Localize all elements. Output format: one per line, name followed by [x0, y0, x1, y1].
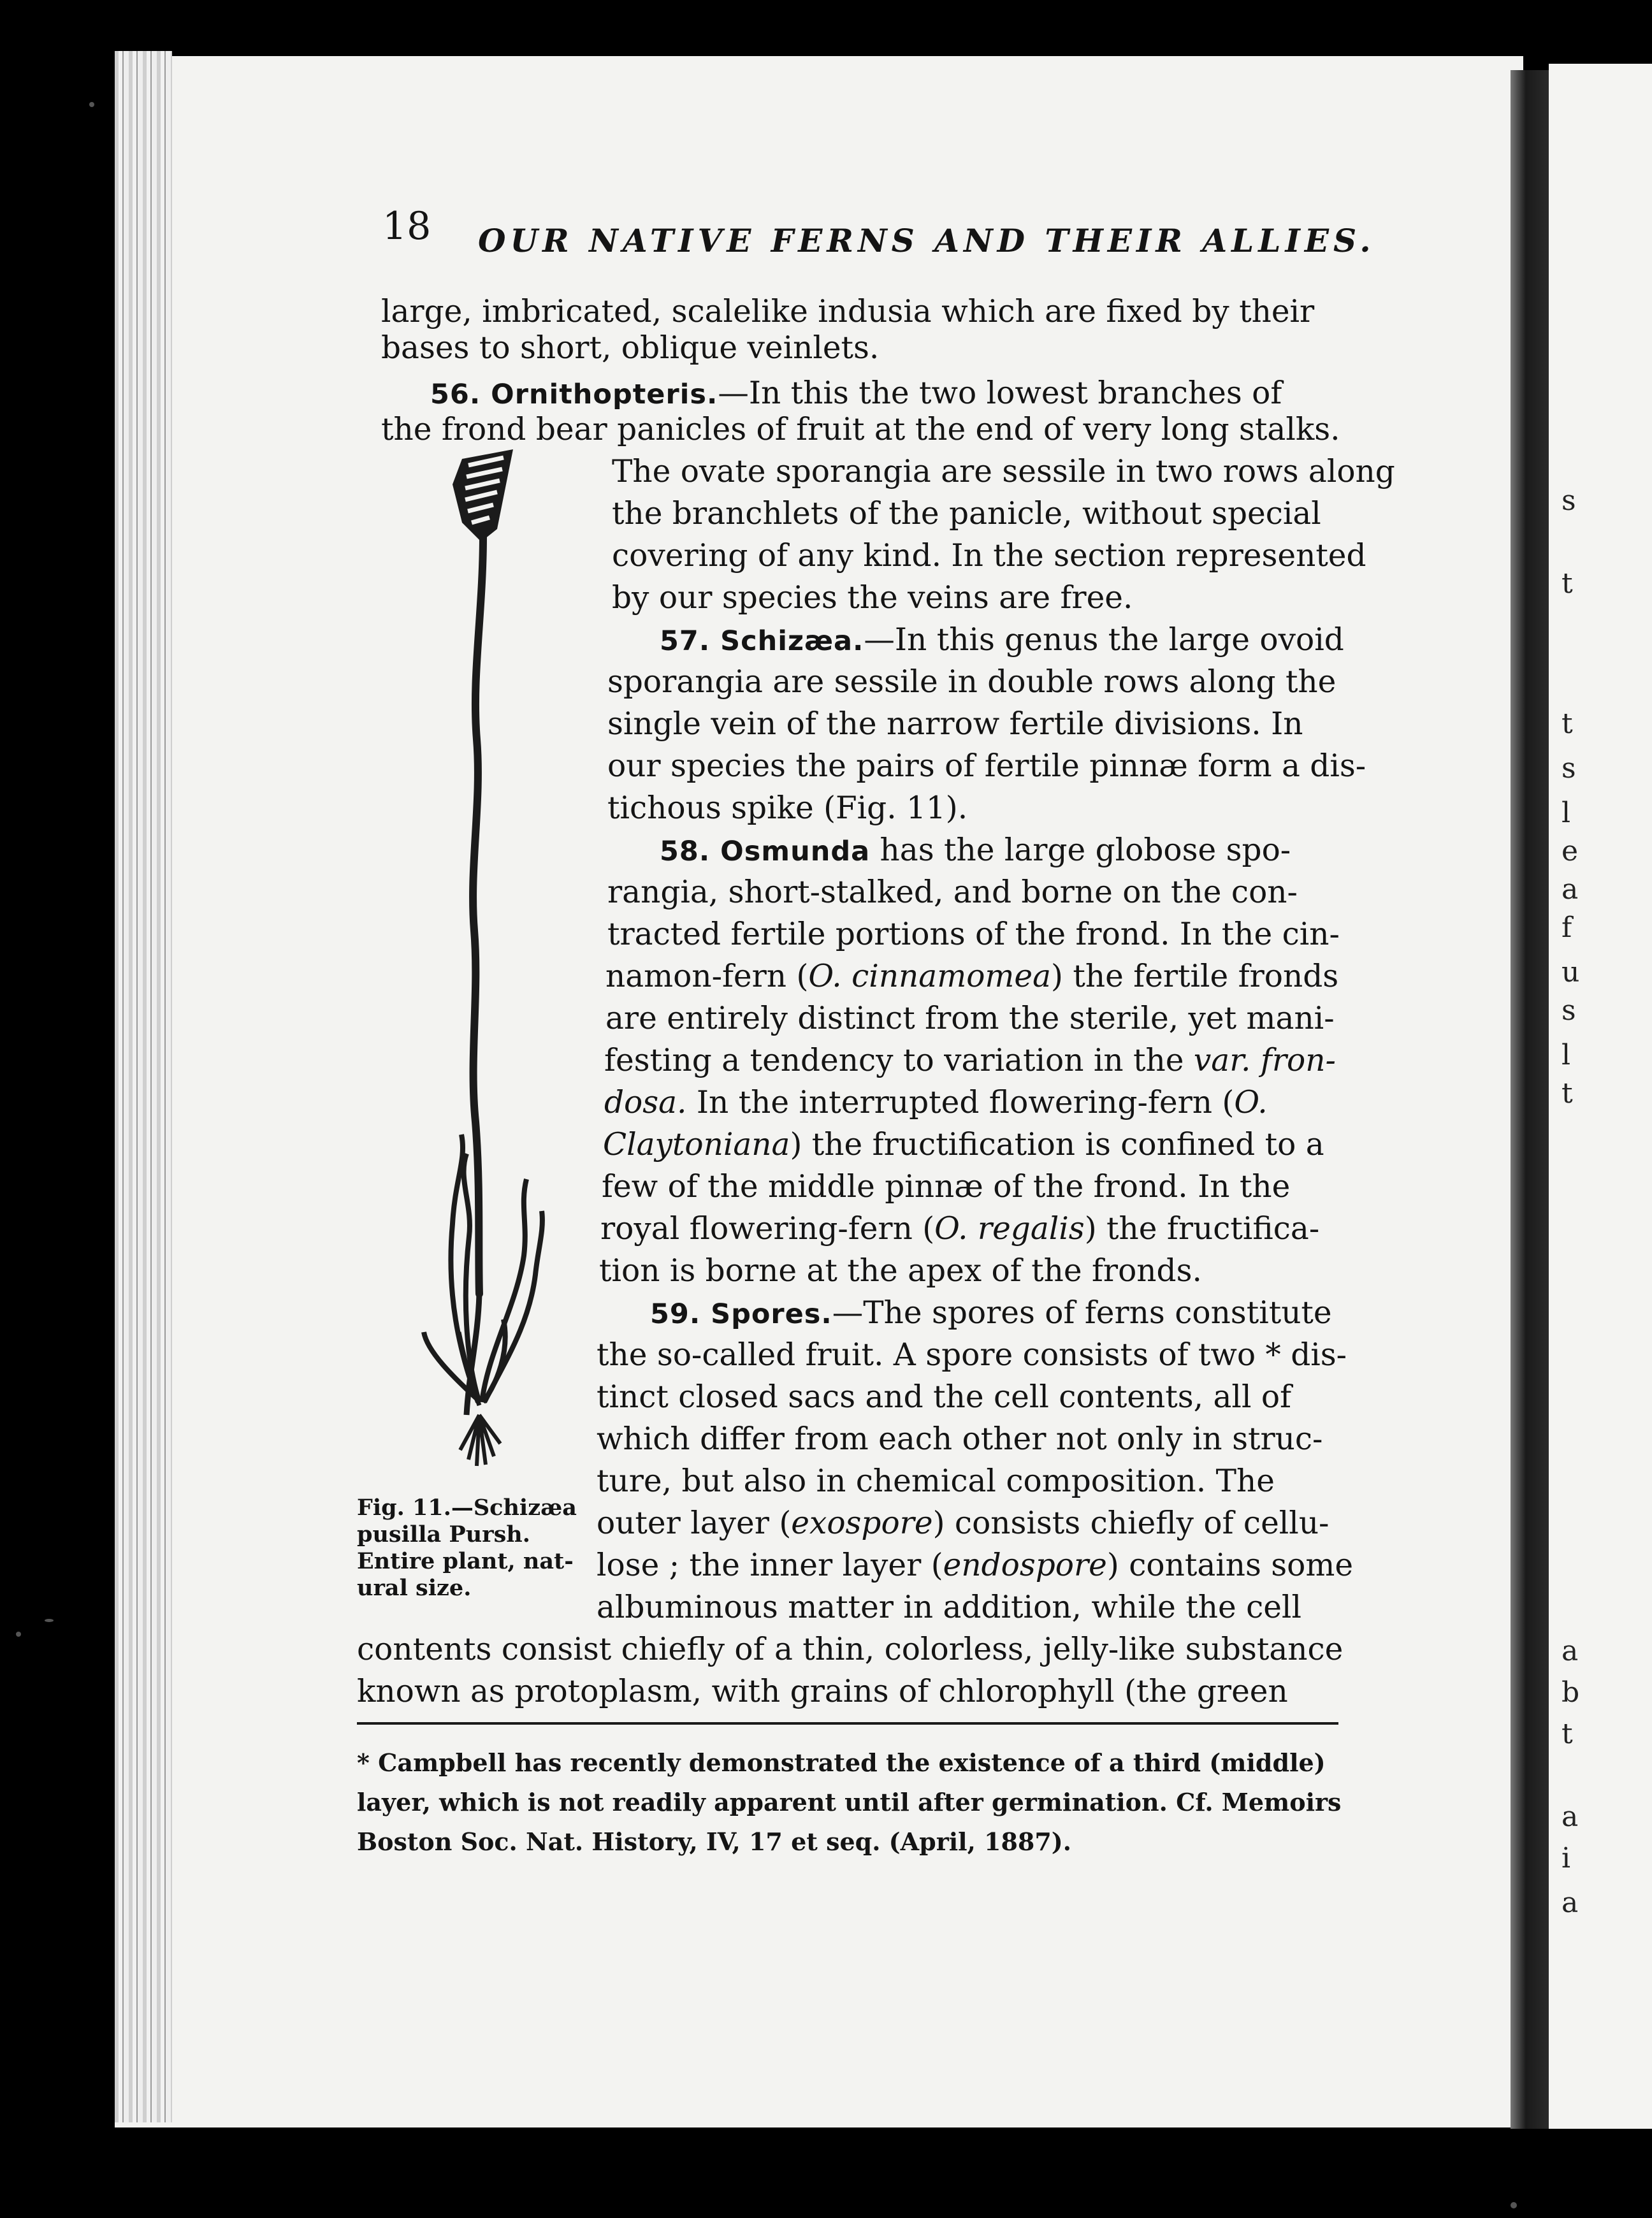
adjacent-page-fragment: b: [1561, 1676, 1580, 1709]
body-line: single vein of the narrow fertile divisions. In: [607, 706, 1303, 742]
body-line: which differ from each other not only in struc-: [597, 1421, 1323, 1457]
adjacent-page-fragment: a: [1561, 1635, 1579, 1667]
adjacent-page-fragment: f: [1561, 911, 1572, 944]
section-heading-56: 56. Ornithopteris.: [430, 379, 718, 410]
body-line: namon-fern (O. cinnamomea) the fertile fronds: [605, 959, 1339, 994]
body-line: 59. Spores.—The spores of ferns constitute: [650, 1295, 1332, 1331]
body-line: sporangia are sessile in double rows along the: [607, 664, 1337, 700]
body-line: contents consist chiefly of a thin, colorless, jelly-like substance: [357, 1632, 1344, 1667]
body-line: covering of any kind. In the section represented: [612, 538, 1366, 574]
adjacent-page-fragment: s: [1561, 994, 1576, 1027]
body-line: 56. Ornithopteris.—In this the two lowest branches of: [430, 375, 1282, 411]
adjacent-page-fragment: l: [1561, 797, 1571, 829]
body-line: 58. Osmunda has the large globose spo-: [660, 832, 1291, 868]
body-line: dosa. In the interrupted flowering-fern (O.: [604, 1085, 1268, 1120]
schizaea-pusilla-plant-illustration: [408, 446, 580, 1472]
running-title: OUR NATIVE FERNS AND THEIR ALLIES.: [478, 222, 1375, 259]
section-heading-57: 57. Schizæa.: [660, 625, 864, 657]
body-line: Claytoniana) the fructification is confined to a: [603, 1127, 1324, 1163]
caption-line: Entire plant, nat-: [357, 1548, 574, 1574]
adjacent-page-fragment: l: [1561, 1039, 1571, 1071]
body-line: are entirely distinct from the sterile, yet mani-: [605, 1001, 1335, 1036]
footnote-line: Boston Soc. Nat. History, IV, 17 et seq. (April, 1887).: [357, 1827, 1072, 1856]
body-line: rangia, short-stalked, and borne on the con-: [607, 874, 1298, 910]
footnote-line: * Campbell has recently demonstrated the existence of a third (middle): [357, 1748, 1326, 1777]
adjacent-page-fragment: u: [1561, 956, 1580, 989]
adjacent-page-fragment: e: [1561, 835, 1579, 867]
section-heading-58: 58. Osmunda: [660, 836, 871, 867]
adjacent-page: [1549, 64, 1652, 2129]
body-line: our species the pairs of fertile pinnæ form a dis-: [607, 748, 1366, 784]
section-heading-59: 59. Spores.: [650, 1298, 832, 1330]
caption-line: ural size.: [357, 1575, 472, 1601]
body-line: few of the middle pinnæ of the frond. In the: [602, 1169, 1291, 1205]
body-line: large, imbricated, scalelike indusia which are fixed by their: [381, 294, 1315, 330]
body-line: tinct closed sacs and the cell contents, all of: [597, 1379, 1292, 1415]
body-line: tion is borne at the apex of the fronds.: [599, 1253, 1202, 1289]
page-edge-stack: [115, 51, 172, 2122]
body-line: the branchlets of the panicle, without special: [612, 496, 1321, 532]
adjacent-page-fragment: t: [1561, 707, 1573, 740]
adjacent-page-fragment: t: [1561, 1077, 1573, 1110]
page-number: 18: [382, 204, 431, 249]
body-line: 57. Schizæa.—In this genus the large ovoid: [660, 622, 1344, 658]
body-line: festing a tendency to variation in the var. fron-: [604, 1043, 1336, 1078]
body-line: the frond bear panicles of fruit at the end of very long stalks.: [381, 412, 1340, 447]
body-line: known as protoplasm, with grains of chlorophyll (the green: [357, 1674, 1288, 1709]
body-line: outer layer (exospore) consists chiefly of cellu-: [597, 1505, 1330, 1541]
adjacent-page-fragment: a: [1561, 1801, 1579, 1833]
body-line: albuminous matter in addition, while the cell: [597, 1590, 1301, 1625]
gutter-shadow: [1511, 70, 1549, 2129]
adjacent-page-fragment: t: [1561, 567, 1573, 600]
body-line: ture, but also in chemical composition. The: [597, 1463, 1275, 1499]
footnote-line: layer, which is not readily apparent until after germination. Cf. Memoirs: [357, 1788, 1342, 1816]
body-line: royal flowering-fern (O. regalis) the fructifica-: [600, 1211, 1320, 1247]
body-line: the so-called fruit. A spore consists of two * dis-: [597, 1337, 1347, 1373]
adjacent-page-fragment: t: [1561, 1718, 1573, 1750]
body-line: tichous spike (Fig. 11).: [607, 790, 968, 826]
body-line: bases to short, oblique veinlets.: [381, 330, 880, 366]
adjacent-page-fragment: s: [1561, 484, 1576, 517]
adjacent-page-fragment: s: [1561, 752, 1576, 785]
adjacent-page-fragment: i: [1561, 1842, 1571, 1874]
caption-line: Fig. 11.—Schizæa: [357, 1495, 577, 1521]
body-line: tracted fertile portions of the frond. In the cin-: [607, 917, 1340, 952]
footnote-rule: [357, 1722, 1338, 1725]
adjacent-page-fragment: a: [1561, 873, 1579, 906]
body-line: lose ; the inner layer (endospore) contains some: [597, 1548, 1354, 1583]
figure-caption: [357, 1495, 599, 1602]
footnote: [357, 1743, 1351, 1862]
body-line: by our species the veins are free.: [612, 580, 1133, 616]
caption-line: pusilla Pursh.: [357, 1521, 530, 1548]
adjacent-page-fragment: a: [1561, 1887, 1579, 1919]
body-line: The ovate sporangia are sessile in two rows along: [612, 454, 1395, 489]
